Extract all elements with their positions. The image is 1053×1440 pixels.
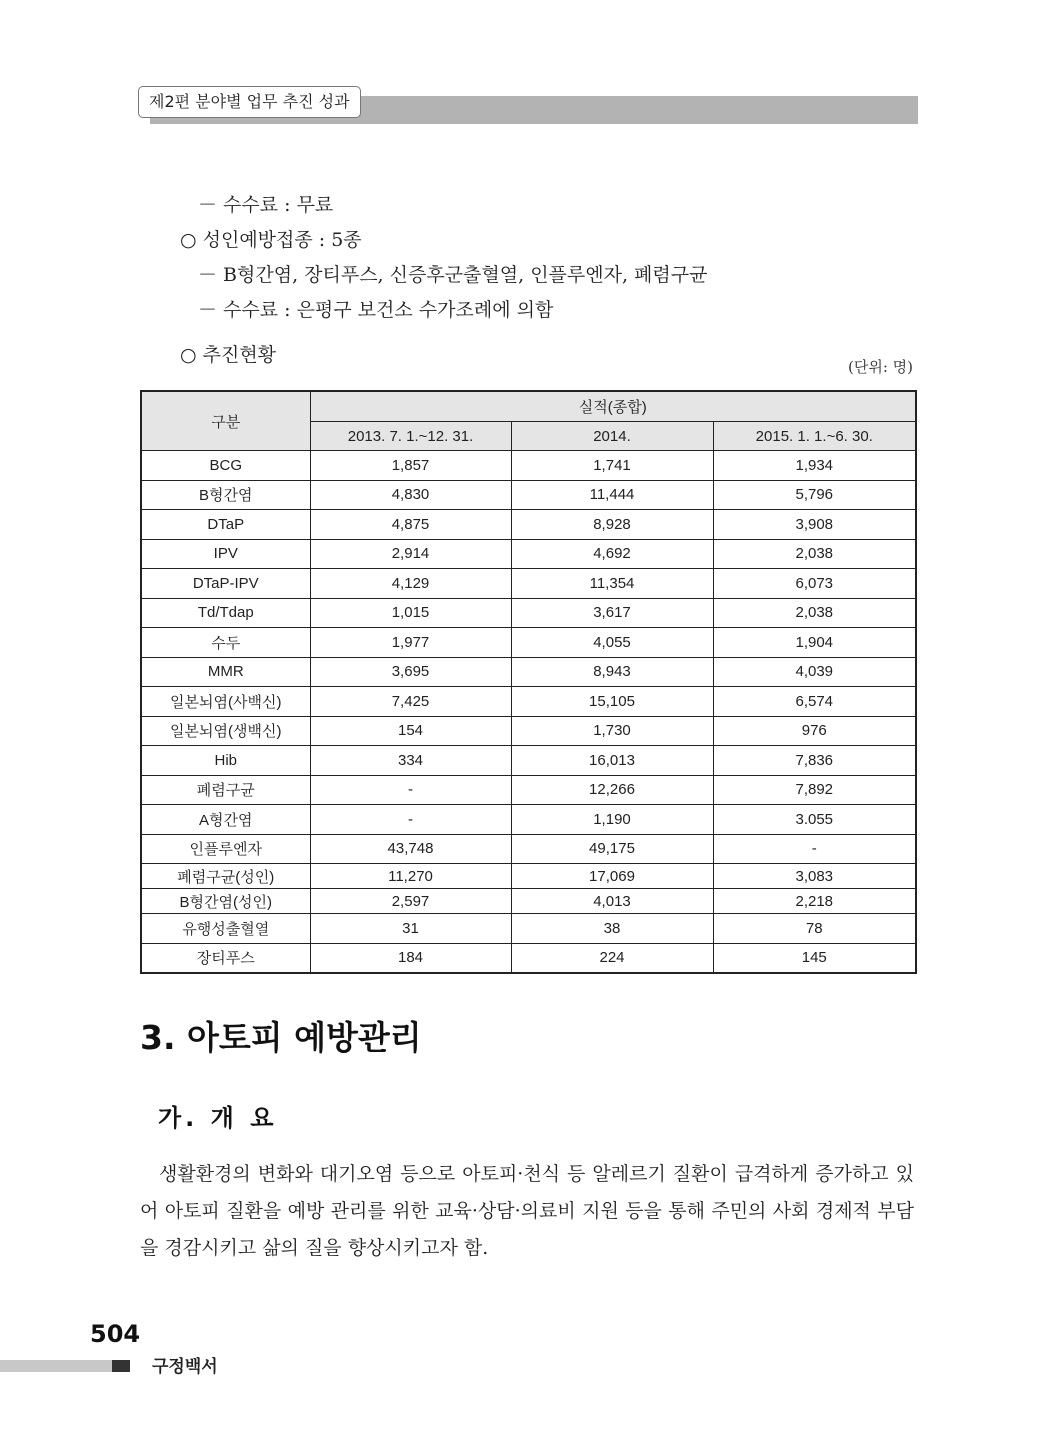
row-value-cell: 4,830: [310, 480, 511, 510]
row-category-cell: 장티푸스: [141, 943, 310, 973]
row-value-cell: 334: [310, 746, 511, 776]
row-value-cell: 8,943: [511, 657, 713, 687]
row-value-cell: 3.055: [713, 805, 916, 835]
row-value-cell: 224: [511, 943, 713, 973]
row-category-cell: DTaP-IPV: [141, 569, 310, 599]
row-category-cell: B형간염(성인): [141, 889, 310, 914]
row-category-cell: 일본뇌염(생백신): [141, 716, 310, 746]
footer-bar: [0, 1360, 112, 1372]
row-value-cell: 4,055: [511, 628, 713, 658]
overview-paragraph: [140, 1156, 914, 1267]
table-row: [141, 864, 916, 889]
header-period-2013: 2013. 7. 1.~12. 31.: [310, 422, 511, 451]
table-row: [141, 451, 916, 481]
row-category-cell: 인플루엔자: [141, 834, 310, 864]
table-row: [141, 657, 916, 687]
overview-text: 생활환경의 변화와 대기오염 등으로 아토피·천식 등 알레르기 질환이 급격하게 증가하고 있어 아토피 질환을 예방 관리를 위한 교육·상담·의료비 지원 등을 통해 주민의 사회 경제적 부담을 경감시키고 삶의 질을 향상시키고자 함.: [140, 1163, 914, 1259]
row-value-cell: 6,073: [713, 569, 916, 599]
row-category-cell: 수두: [141, 628, 310, 658]
row-value-cell: 5,796: [713, 480, 916, 510]
header-results: 실적(종합): [310, 391, 916, 422]
table-row: [141, 510, 916, 540]
table-row: [141, 539, 916, 569]
row-value-cell: 6,574: [713, 687, 916, 717]
row-value-cell: 4,039: [713, 657, 916, 687]
row-value-cell: 11,270: [310, 864, 511, 889]
row-category-cell: Hib: [141, 746, 310, 776]
table-row: [141, 687, 916, 717]
row-category-cell: 일본뇌염(사백신): [141, 687, 310, 717]
row-value-cell: 1,190: [511, 805, 713, 835]
row-value-cell: 17,069: [511, 864, 713, 889]
row-value-cell: 976: [713, 716, 916, 746]
adult-vaccine-list-line: － B형간염, 장티푸스, 신증후군출혈열, 인플루엔자, 폐렴구균: [198, 264, 708, 286]
row-value-cell: -: [310, 775, 511, 805]
row-category-cell: 폐렴구균: [141, 775, 310, 805]
row-value-cell: 7,836: [713, 746, 916, 776]
unit-note: (단위: 명): [848, 358, 913, 376]
footer-square: [112, 1360, 130, 1372]
row-value-cell: 7,892: [713, 775, 916, 805]
row-value-cell: 78: [713, 914, 916, 944]
fee-line-free: － 수수료 : 무료: [198, 194, 334, 216]
row-value-cell: 3,695: [310, 657, 511, 687]
row-value-cell: 8,928: [511, 510, 713, 540]
table-body: [141, 451, 916, 974]
row-value-cell: 1,015: [310, 598, 511, 628]
footer-book-title: 구정백서: [152, 1357, 218, 1377]
row-category-cell: BCG: [141, 451, 310, 481]
row-value-cell: 184: [310, 943, 511, 973]
row-category-cell: 유행성출혈열: [141, 914, 310, 944]
row-value-cell: 2,038: [713, 539, 916, 569]
table-row: [141, 914, 916, 944]
row-value-cell: 38: [511, 914, 713, 944]
row-category-cell: DTaP: [141, 510, 310, 540]
row-category-cell: MMR: [141, 657, 310, 687]
row-category-cell: IPV: [141, 539, 310, 569]
row-value-cell: 2,038: [713, 598, 916, 628]
row-value-cell: 1,741: [511, 451, 713, 481]
row-value-cell: 11,354: [511, 569, 713, 599]
row-value-cell: 2,914: [310, 539, 511, 569]
row-value-cell: 43,748: [310, 834, 511, 864]
row-value-cell: 11,444: [511, 480, 713, 510]
row-value-cell: 16,013: [511, 746, 713, 776]
table-row: [141, 746, 916, 776]
table-row: [141, 834, 916, 864]
row-value-cell: 1,857: [310, 451, 511, 481]
row-value-cell: 3,083: [713, 864, 916, 889]
row-value-cell: 1,730: [511, 716, 713, 746]
table-row: [141, 480, 916, 510]
table-row: [141, 598, 916, 628]
table-row: [141, 628, 916, 658]
row-value-cell: 1,904: [713, 628, 916, 658]
progress-status-line: ○ 추진현황: [180, 344, 277, 366]
table-row: [141, 889, 916, 914]
row-value-cell: 7,425: [310, 687, 511, 717]
row-category-cell: 폐렴구균(성인): [141, 864, 310, 889]
fee-line-ordinance: － 수수료 : 은평구 보건소 수가조례에 의함: [198, 299, 554, 321]
section-header-label: 제2편 분야별 업무 추진 성과: [138, 86, 361, 118]
table-row: [141, 716, 916, 746]
row-value-cell: 1,977: [310, 628, 511, 658]
table-row: [141, 775, 916, 805]
row-value-cell: 49,175: [511, 834, 713, 864]
row-category-cell: Td/Tdap: [141, 598, 310, 628]
vaccination-table: [140, 390, 917, 974]
row-value-cell: 4,875: [310, 510, 511, 540]
row-value-cell: 1,934: [713, 451, 916, 481]
row-value-cell: 2,218: [713, 889, 916, 914]
subsection-title: 가. 개 요: [158, 1104, 278, 1132]
section-title: 3. 아토피 예방관리: [140, 1018, 422, 1057]
row-value-cell: -: [310, 805, 511, 835]
row-value-cell: 3,617: [511, 598, 713, 628]
row-value-cell: 31: [310, 914, 511, 944]
table-row: [141, 569, 916, 599]
header-category: 구분: [141, 391, 310, 451]
adult-vaccination-line: ○ 성인예방접종 : 5종: [180, 229, 362, 251]
row-value-cell: 4,129: [310, 569, 511, 599]
row-value-cell: 154: [310, 716, 511, 746]
header-period-2014: 2014.: [511, 422, 713, 451]
row-value-cell: 2,597: [310, 889, 511, 914]
table-row: [141, 943, 916, 973]
table-row: [141, 805, 916, 835]
row-value-cell: 145: [713, 943, 916, 973]
row-value-cell: 12,266: [511, 775, 713, 805]
row-value-cell: -: [713, 834, 916, 864]
page-number: 504: [90, 1320, 141, 1348]
row-category-cell: B형간염: [141, 480, 310, 510]
row-value-cell: 4,013: [511, 889, 713, 914]
row-value-cell: 4,692: [511, 539, 713, 569]
row-value-cell: 3,908: [713, 510, 916, 540]
header-period-2015: 2015. 1. 1.~6. 30.: [713, 422, 916, 451]
row-value-cell: 15,105: [511, 687, 713, 717]
row-category-cell: A형간염: [141, 805, 310, 835]
